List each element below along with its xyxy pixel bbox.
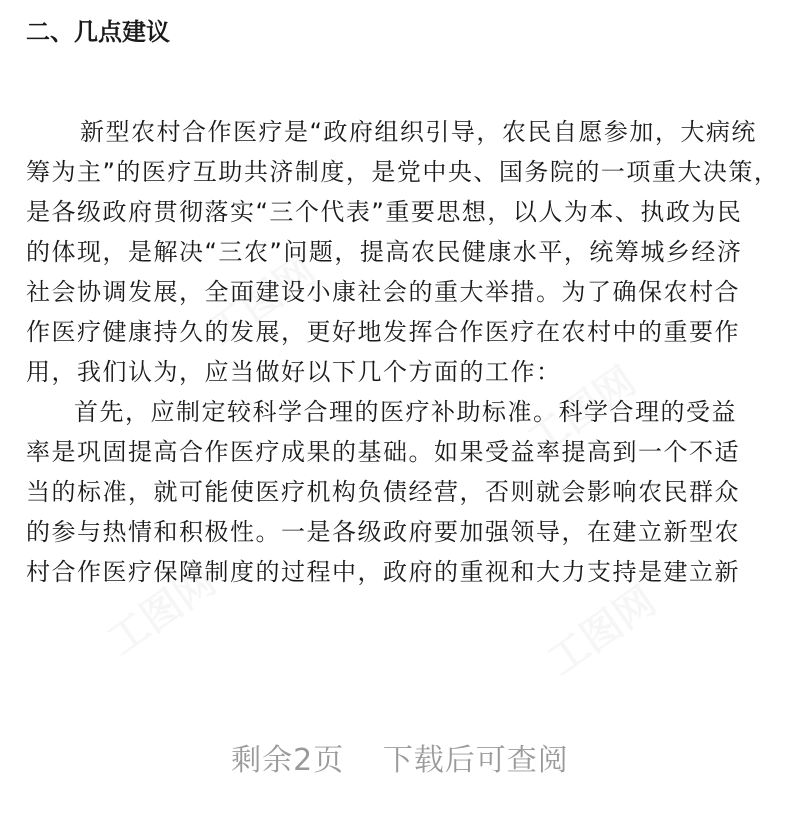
paragraph-2-line-3: 当的标准，就可能使医疗机构负债经营，否则就会影响农民群众: [26, 478, 740, 506]
paragraph-1-line-7: 用，我们认为，应当做好以下几个方面的工作：: [26, 358, 562, 386]
paragraph-1-line-4: 的体现，是解决“三农”问题，提高农民健康水平，统筹城乡经济: [26, 238, 743, 266]
section-heading: 二、几点建议: [26, 18, 170, 46]
paragraph-1-line-2: 筹为主”的医疗互助共济制度，是党中央、国务院的一项重大决策，: [26, 158, 780, 186]
download-prompt[interactable]: [0, 735, 800, 779]
download-to-view-label[interactable]: 下载后可查阅: [382, 743, 569, 778]
paragraph-2-line-2: 率是巩固提高合作医疗成果的基础。如果受益率提高到一个不适: [26, 438, 740, 466]
paragraph-1-line-3: 是各级政府贯彻落实“三个代表”重要思想，以人为本、执政为民: [26, 198, 743, 226]
remaining-pages-label[interactable]: 剩余2页: [231, 743, 345, 778]
paragraph-2-line-5: 村合作医疗保障制度的过程中，政府的重视和大力支持是建立新: [26, 558, 740, 586]
paragraph-1-line-6: 作医疗健康持久的发展，更好地发挥合作医疗在农村中的重要作: [26, 318, 740, 346]
paragraph-1-line-1: 新型农村合作医疗是“政府组织引导，农民自愿参加，大病统: [80, 118, 757, 146]
document-body: [26, 112, 780, 592]
paragraph-2-line-1: 首先，应制定较科学合理的医疗补助标准。科学合理的受益: [74, 398, 737, 426]
paragraph-2-line-4: 的参与热情和积极性。一是各级政府要加强领导，在建立新型农: [26, 518, 740, 546]
paragraph-1-line-5: 社会协调发展，全面建设小康社会的重大举措。为了确保农村合: [26, 278, 740, 306]
